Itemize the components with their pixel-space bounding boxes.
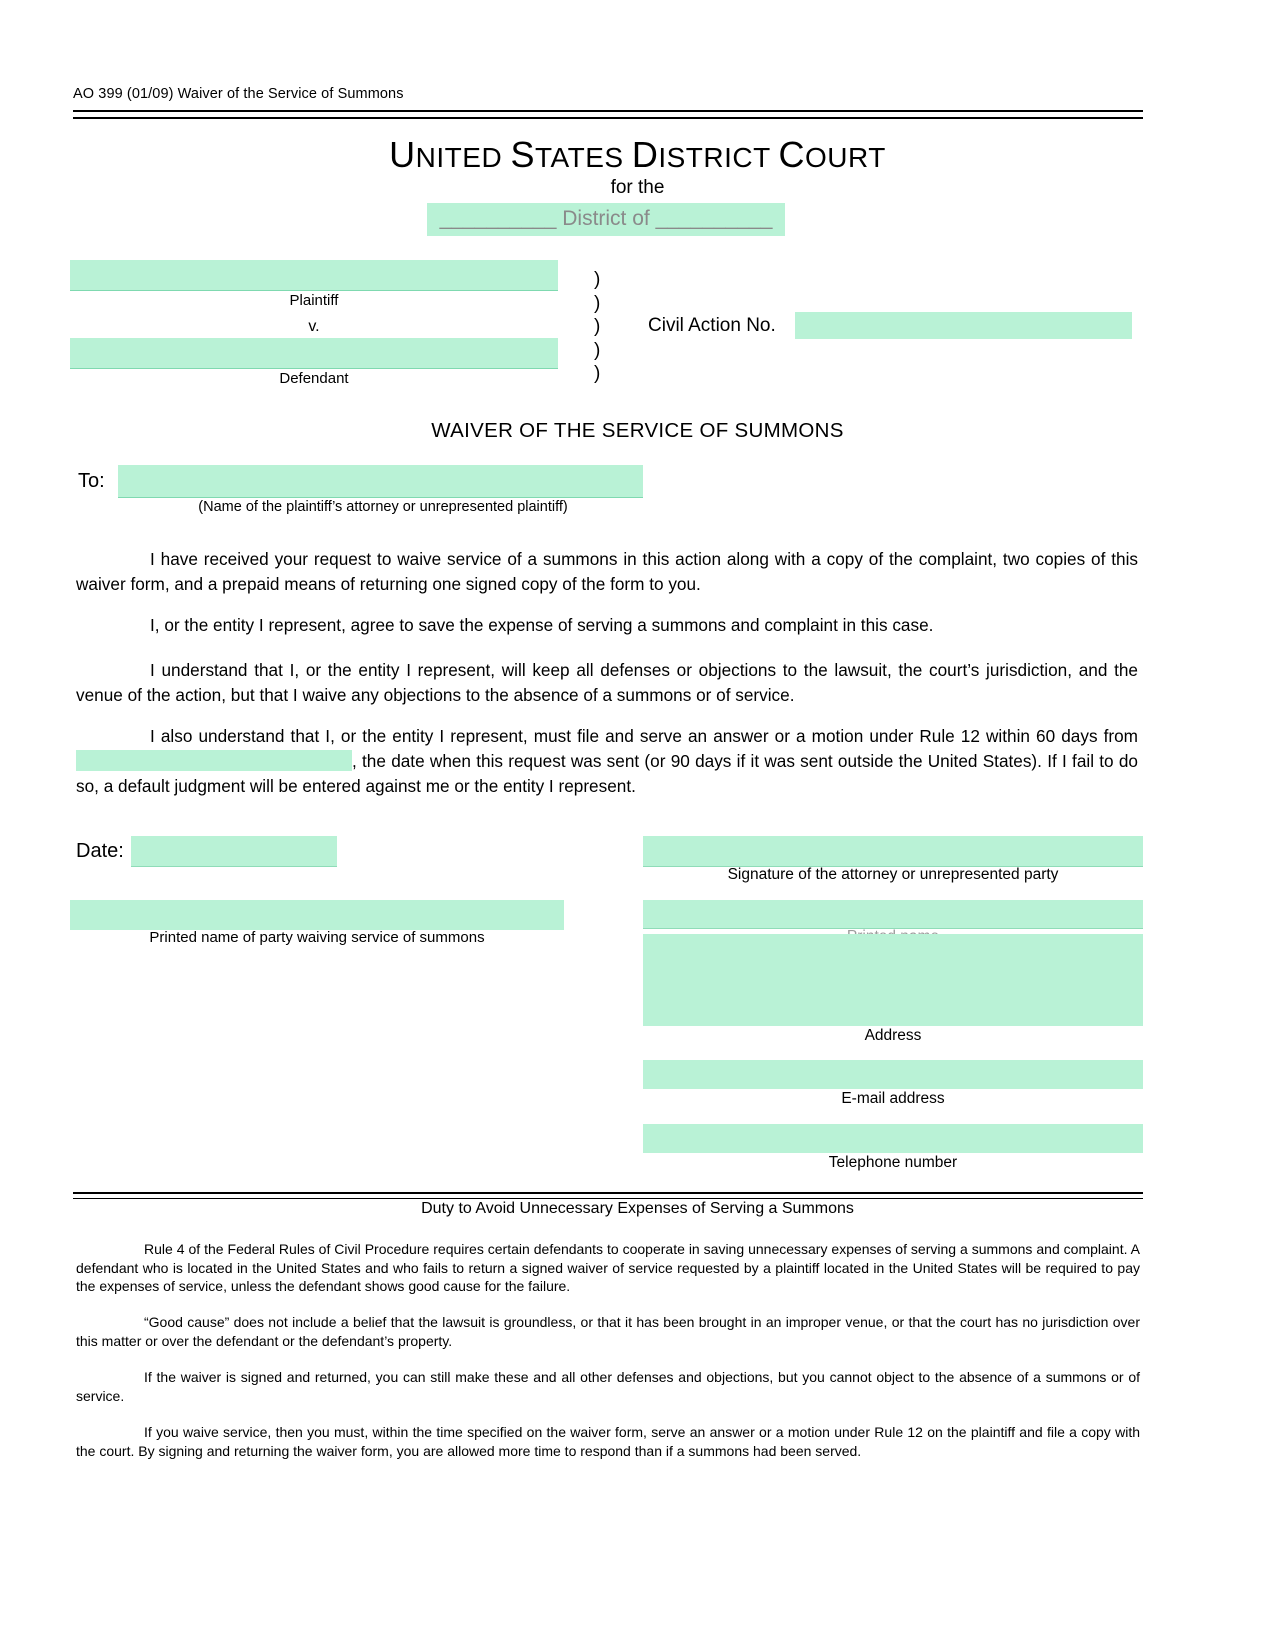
body-paragraph-4-pre: I also understand that I, or the entity I represent, must file and serve an answer or a motion under Rule 12 within 60 days from [150, 726, 1138, 746]
body-paragraph-1: I have received your request to waive service of a summons in this action along with a copy of the complaint, two copies of this waiver form, and a prepaid means of returning one signed copy of the form to you. [76, 549, 1138, 594]
footer-paragraph-1: Rule 4 of the Federal Rules of Civil Procedure requires certain defendants to cooperate in saving unnecessary expenses of serving a summons and complaint. A defendant who is located in the United States and who fails to return a signed waiver of service requested by a plaintiff located in the United States will be required to pay the expenses of service, unless the defendant shows good cause for the failure. [76, 1241, 1140, 1294]
court-title-ourt: OURT [804, 142, 886, 173]
body-paragraph-3: I understand that I, or the entity I represent, will keep all defenses or objections to the lawsuit, the court’s jurisdiction, and the venue of the action, but that I waive any objections to the absence of a summons or of service. [76, 660, 1138, 705]
signature-label: Signature of the attorney or unrepresented party [727, 866, 1059, 883]
telephone-input[interactable] [643, 1124, 1143, 1153]
court-title [0, 134, 1275, 176]
header-divider [73, 110, 1143, 119]
court-title-istrict: ISTRICT [658, 142, 779, 173]
footer-paragraph-3: If the waiver is signed and returned, you can still make these and all other defenses and objections, but you cannot object to the absence of a summons or of service. [76, 1369, 1140, 1404]
email-label: E-mail address [841, 1090, 945, 1107]
address-label: Address [864, 1027, 922, 1044]
district-placeholder: __________ District of __________ [439, 207, 773, 230]
caption-brace: ) ) ) ) ) [594, 269, 601, 384]
court-title-d: D [631, 134, 659, 175]
footer-paragraph-4: If you waive service, then you must, within the time specified on the waiver form, serve an answer or a motion under Rule 12 on the plaintiff and file a copy with the court. By signing and returning the waiver form, you are allowed more time to respond than if a summons had been served. [76, 1424, 1140, 1459]
versus-label: v. [308, 318, 320, 335]
for-the-label: for the [610, 177, 665, 198]
to-recipient-input[interactable] [118, 465, 643, 498]
printed-name-input[interactable] [643, 900, 1143, 929]
body-paragraph-2: I, or the entity I represent, agree to save the expense of serving a summons and complaint in this case. [150, 615, 934, 635]
page-title: WAIVER OF THE SERVICE OF SUMMONS [431, 419, 844, 442]
body-paragraph-4-post: , the date when this request was sent (or 90 days if it was sent outside the United States). If I fail to do so, a default judgment will be entered against me or the entity I represent. [76, 751, 1138, 796]
civil-action-number-input[interactable] [795, 312, 1132, 339]
printed-party-name-input[interactable] [70, 900, 564, 930]
form-number-label: AO 399 (01/09) Waiver of the Service of Summons [73, 86, 404, 102]
footer-title: Duty to Avoid Unnecessary Expenses of Serving a Summons [421, 1200, 854, 1217]
date-input[interactable] [131, 836, 337, 867]
body-paragraph-4 [76, 724, 1138, 799]
plaintiff-name-input[interactable] [70, 260, 558, 291]
defendant-name-input[interactable] [70, 338, 558, 369]
court-title-nited: NITED [415, 142, 511, 173]
court-title-u: U [389, 134, 416, 175]
footer-divider [73, 1192, 1143, 1199]
date-label: Date: [76, 840, 124, 862]
civil-action-label: Civil Action No. [648, 315, 776, 336]
printed-party-name-label: Printed name of party waiving service of summons [149, 929, 485, 946]
signature-input[interactable] [643, 836, 1143, 867]
defendant-label: Defendant [279, 370, 349, 387]
to-caption: (Name of the plaintiff’s attorney or unrepresented plaintiff) [198, 499, 568, 515]
plaintiff-label: Plaintiff [289, 292, 339, 309]
court-title-tates: TATES [534, 142, 632, 173]
to-label: To: [78, 470, 105, 492]
court-title-c: C [778, 134, 805, 175]
request-sent-date-input[interactable] [76, 750, 352, 771]
address-input[interactable] [643, 934, 1143, 1026]
telephone-label: Telephone number [828, 1154, 958, 1171]
footer-paragraph-2: “Good cause” does not include a belief that the lawsuit is groundless, or that it has been brought in an improper venue, or that the court has no jurisdiction over this matter or over the defendant or the defendant’s property. [76, 1314, 1140, 1349]
court-title-s: S [510, 134, 535, 175]
email-input[interactable] [643, 1060, 1143, 1089]
